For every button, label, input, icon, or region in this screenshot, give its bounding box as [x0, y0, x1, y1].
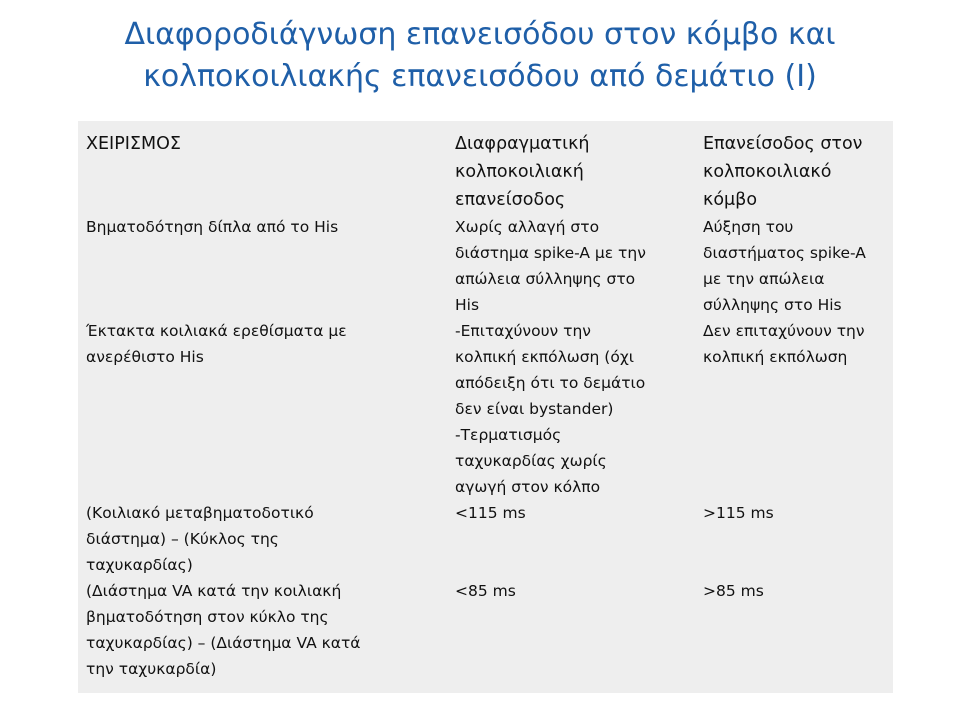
- header-av-nodal-reentry: [685, 121, 893, 214]
- header-col3-line: Επανείσοδος στον: [703, 134, 863, 154]
- slide-title: [0, 14, 960, 98]
- row2-nodal: [685, 318, 893, 500]
- cell-line: διαστήματος spike-A: [703, 244, 866, 262]
- row2-maneuver: [78, 318, 438, 500]
- table-row: [78, 214, 893, 318]
- cell-line: (Κοιλιακό μεταβηματοδοτικό: [86, 504, 314, 522]
- comparison-table-container: [78, 121, 893, 693]
- cell-line: Αύξηση του: [703, 218, 794, 236]
- table-row: [78, 318, 893, 500]
- cell-line: Βηματοδότηση δίπλα από το His: [86, 218, 339, 236]
- header-col2-line: επανείσοδος: [455, 190, 566, 210]
- row1-septal: [438, 214, 685, 318]
- table-row: [78, 578, 893, 682]
- cell-line: απόδειξη ότι το δεμάτιο: [455, 374, 646, 392]
- cell-line: την ταχυκαρδία): [86, 660, 217, 678]
- cell-line: διάστημα) – (Κύκλος της: [86, 530, 279, 548]
- title-line-2: κολποκοιλιακής επανεισόδου από δεμάτιο (Ι): [143, 59, 817, 94]
- cell-line: με την απώλεια: [703, 270, 825, 288]
- row3-nodal: [685, 500, 893, 578]
- cell-line: <85 ms: [455, 582, 516, 600]
- cell-line: διάστημα spike-A με την: [455, 244, 646, 262]
- cell-line: ταχυκαρδίας χωρίς: [455, 452, 607, 470]
- cell-line: <115 ms: [455, 504, 526, 522]
- row2-septal: [438, 318, 685, 500]
- table-header-row: [78, 121, 893, 214]
- cell-line: -Τερματισμός: [455, 426, 562, 444]
- header-col3-line: κολποκοιλιακό: [703, 162, 832, 182]
- header-col2-line: Διαφραγματική: [455, 134, 590, 154]
- row1-maneuver: [78, 214, 438, 318]
- row4-septal: [438, 578, 685, 682]
- cell-line: >85 ms: [703, 582, 764, 600]
- cell-line: (Διάστημα VA κατά την κοιλιακή: [86, 582, 342, 600]
- row3-maneuver: [78, 500, 438, 578]
- cell-line: ανερέθιστο His: [86, 348, 204, 366]
- row1-nodal: [685, 214, 893, 318]
- cell-line: βηματοδότηση στον κύκλο της: [86, 608, 329, 626]
- header-septal-av-reentry: [438, 121, 685, 214]
- row4-nodal: [685, 578, 893, 682]
- header-col3-line: κόμβο: [703, 190, 758, 210]
- cell-line: -Επιταχύνουν την: [455, 322, 591, 340]
- cell-line: ταχυκαρδίας) – (Διάστημα VA κατά: [86, 634, 361, 652]
- header-col2-line: κολποκοιλιακή: [455, 162, 584, 182]
- comparison-table: [78, 121, 893, 682]
- cell-line: απώλεια σύλληψης στο: [455, 270, 636, 288]
- header-maneuver-line: ΧΕΙΡΙΣΜΟΣ: [86, 134, 181, 154]
- cell-line: σύλληψης στο His: [703, 296, 842, 314]
- table-row: [78, 500, 893, 578]
- header-maneuver: [78, 121, 438, 214]
- cell-line: ταχυκαρδίας): [86, 556, 193, 574]
- cell-line: δεν είναι bystander): [455, 400, 614, 418]
- title-line-1: Διαφοροδιάγνωση επανεισόδου στον κόμβο και: [124, 17, 836, 52]
- cell-line: Χωρίς αλλαγή στο: [455, 218, 600, 236]
- row4-maneuver: [78, 578, 438, 682]
- cell-line: αγωγή στον κόλπο: [455, 478, 601, 496]
- cell-line: κολπική εκπόλωση: [703, 348, 848, 366]
- cell-line: His: [455, 296, 480, 314]
- cell-line: κολπική εκπόλωση (όχι: [455, 348, 635, 366]
- cell-line: Δεν επιταχύνουν την: [703, 322, 865, 340]
- row3-septal: [438, 500, 685, 578]
- cell-line: Έκτακτα κοιλιακά ερεθίσματα με: [86, 322, 347, 340]
- cell-line: >115 ms: [703, 504, 774, 522]
